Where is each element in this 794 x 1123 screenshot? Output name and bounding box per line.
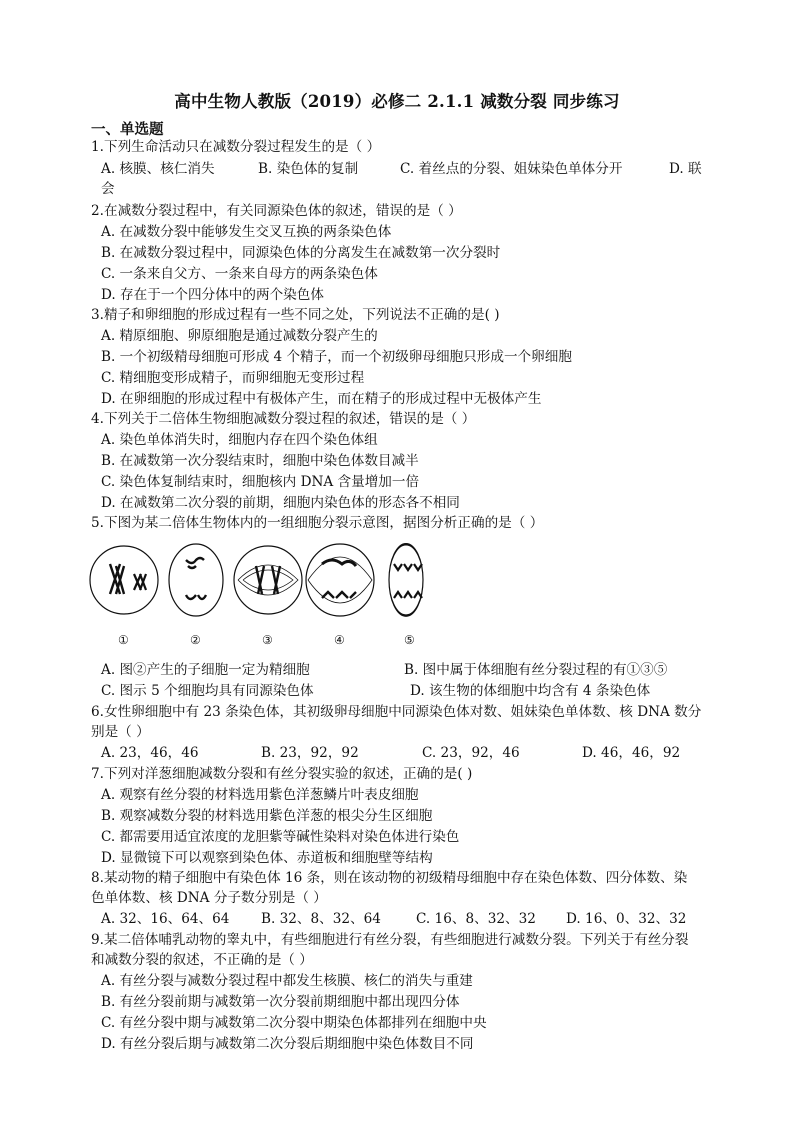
q4-option-a: A. 染色单体消失时，细胞内存在四个染色体组 xyxy=(101,432,378,448)
q4-option-b: B. 在减数第一次分裂结束时，细胞中染色体数目减半 xyxy=(101,453,419,469)
question-1-stem: 1.下列生命活动只在减数分裂过程发生的是（ ） xyxy=(91,139,381,155)
q2-option-b: B. 在减数分裂过程中，同源染色体的分离发生在减数第一次分裂时 xyxy=(101,245,501,261)
q8-option-b: B. 32、8、32、64 xyxy=(261,911,381,927)
q3-option-d: D. 在卵细胞的形成过程中有极体产生，而在精子的形成过程中无极体产生 xyxy=(101,391,542,407)
question-5-stem: 5.下图为某二倍体生物体内的一组细胞分裂示意图，据图分析正确的是（ ） xyxy=(91,515,544,531)
q3-option-a: A. 精原细胞、卵原细胞是通过减数分裂产生的 xyxy=(101,328,378,344)
q5-option-d: D. 该生物的体细胞中均含有 4 条染色体 xyxy=(410,683,651,699)
question-9-stem: 9.某二倍体哺乳动物的睾丸中，有些细胞进行有丝分裂，有些细胞进行减数分裂。下列关于有丝分裂 xyxy=(91,932,689,948)
q9-option-a: A. 有丝分裂与减数分裂过程中都发生核膜、核仁的消失与重建 xyxy=(101,973,473,989)
q9-option-c: C. 有丝分裂中期与减数第二次分裂中期染色体都排列在细胞中央 xyxy=(101,1015,487,1031)
cell-label-3: ③ xyxy=(262,633,273,647)
cell-5-diagram xyxy=(389,544,423,615)
question-4-stem: 4.下列关于二倍体生物细胞减数分裂过程的叙述，错误的是（ ） xyxy=(91,411,476,427)
cell-label-2: ② xyxy=(190,633,201,647)
q1-option-b: B. 染色体的复制 xyxy=(258,161,359,177)
page-title: 高中生物人教版（2019）必修二 2.1.1 减数分裂 同步练习 xyxy=(174,92,620,111)
q6-option-b: B. 23，92，92 xyxy=(261,745,359,761)
q6-option-c: C. 23，92，46 xyxy=(422,745,520,761)
q2-option-d: D. 存在于一个四分体中的两个染色体 xyxy=(101,287,324,303)
question-8-stem: 8.某动物的精子细胞中有染色体 16 条，则在该动物的初级精母细胞中存在染色体数、四分体数、染 xyxy=(91,870,688,886)
q1-option-d-wrap: 会 xyxy=(101,181,115,197)
q6-option-d: D. 46，46，92 xyxy=(582,745,681,761)
section-heading: 一、单选题 xyxy=(91,121,164,138)
q3-option-b: B. 一个初级精母细胞可形成 4 个精子，而一个初级卵母细胞只形成一个卵细胞 xyxy=(101,349,572,365)
cell-label-4: ④ xyxy=(334,633,345,647)
question-2-stem: 2.在减数分裂过程中，有关同源染色体的叙述，错误的是（ ） xyxy=(91,203,462,219)
question-6-stem-cont: 别是（ ） xyxy=(91,724,150,740)
cell-4-diagram xyxy=(306,544,374,616)
q2-option-c: C. 一条来自父方、一条来自母方的两条染色体 xyxy=(101,266,378,282)
q5-option-a: A. 图②产生的子细胞一定为精细胞 xyxy=(101,662,310,678)
q2-option-a: A. 在减数分裂中能够发生交叉互换的两条染色体 xyxy=(101,224,392,240)
q1-option-c: C. 着丝点的分裂、姐妹染色单体分开 xyxy=(400,161,623,177)
q7-option-a: A. 观察有丝分裂的材料选用紫色洋葱鳞片叶表皮细胞 xyxy=(101,787,419,803)
q4-option-d: D. 在减数第二次分裂的前期，细胞内染色体的形态各不相同 xyxy=(101,495,460,511)
question-6-stem: 6.女性卵细胞中有 23 条染色体，其初级卵母细胞中同源染色体对数、姐妹染色单体数、核 DNA 数分 xyxy=(91,704,702,720)
q9-option-b: B. 有丝分裂前期与减数第一次分裂前期细胞中都出现四分体 xyxy=(101,994,460,1010)
q7-option-b: B. 观察减数分裂的材料选用紫色洋葱的根尖分生区细胞 xyxy=(101,808,433,824)
question-3-stem: 3.精子和卵细胞的形成过程有一些不同之处，下列说法不正确的是( ) xyxy=(91,307,500,323)
q3-option-c: C. 精细胞变形成精子，而卵细胞无变形过程 xyxy=(101,370,365,386)
cell-1-diagram xyxy=(90,546,158,614)
q5-option-b: B. 图中属于体细胞有丝分裂过程的有①③⑤ xyxy=(404,662,668,678)
question-9-stem-cont: 和减数分裂的叙述，不正确的是（ ） xyxy=(91,952,313,968)
cell-3-diagram xyxy=(234,546,302,614)
question-7-stem: 7.下列对洋葱细胞减数分裂和有丝分裂实验的叙述，正确的是( ) xyxy=(91,766,473,782)
cell-label-5: ⑤ xyxy=(404,633,415,647)
q1-option-d: D. 联 xyxy=(669,161,702,177)
q7-option-d: D. 显微镜下可以观察到染色体、赤道板和细胞壁等结构 xyxy=(101,850,433,866)
q9-option-d: D. 有丝分裂后期与减数第二次分裂后期细胞中染色体数目不同 xyxy=(101,1036,474,1052)
q5-option-c: C. 图示 5 个细胞均具有同源染色体 xyxy=(101,683,314,699)
q8-option-d: D. 16、0、32、32 xyxy=(566,911,687,927)
cell-label-1: ① xyxy=(118,633,129,647)
cell-2-diagram xyxy=(169,544,223,616)
q8-option-c: C. 16、8、32、32 xyxy=(416,911,536,927)
cell-division-figure xyxy=(88,540,428,650)
q8-option-a: A. 32、16、64、64 xyxy=(101,911,230,927)
q6-option-a: A. 23，46，46 xyxy=(101,745,199,761)
q7-option-c: C. 都需要用适宜浓度的龙胆紫等碱性染料对染色体进行染色 xyxy=(101,829,460,845)
q1-option-a: A. 核膜、核仁消失 xyxy=(101,161,215,177)
question-8-stem-cont: 色单体数、核 DNA 分子数分别是（ ） xyxy=(91,890,327,906)
q4-option-c: C. 染色体复制结束时，细胞核内 DNA 含量增加一倍 xyxy=(101,474,420,490)
